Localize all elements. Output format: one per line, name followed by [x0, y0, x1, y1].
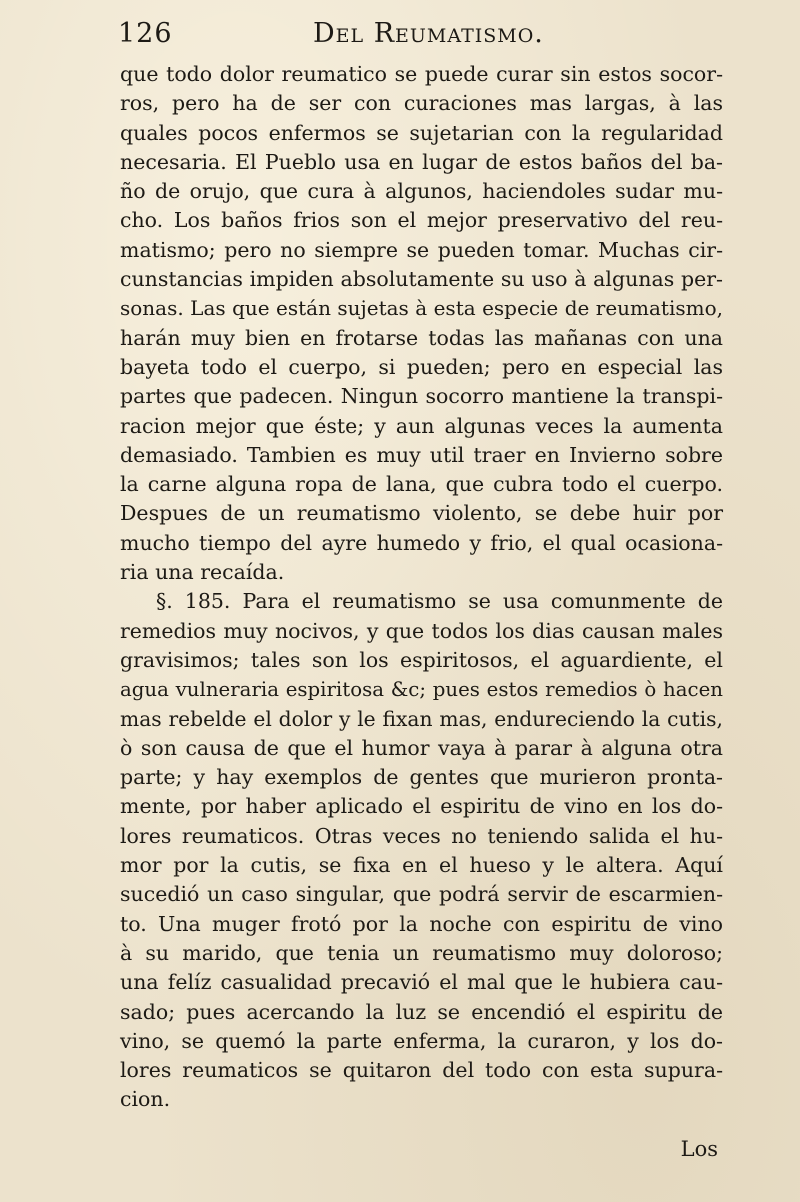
text-line: gravisimos; tales son los espiritosos, el aguardiente, el: [120, 647, 723, 672]
text-line: cion.: [120, 1087, 171, 1112]
text-line: que todo dolor reumatico se puede curar sin estos socor-: [120, 62, 723, 86]
text-line: mas rebelde el dolor y le fixan mas, endureciendo la cutis,: [120, 706, 723, 731]
text-line: to. Una muger frotó por la noche con espiritu de vino: [120, 911, 723, 936]
text-line: sonas. Las que están sujetas à esta especie de reumatismo,: [120, 296, 723, 321]
page-number: 126: [118, 18, 173, 49]
text-line: ño de orujo, que cura à algunos, haciendoles sudar mu-: [120, 179, 723, 204]
text-line: partes que padecen. Ningun socorro mantiene la transpi-: [120, 384, 723, 409]
text-line: mente, por haber aplicado el espiritu de vino en los do-: [120, 794, 723, 819]
catchword: Los: [680, 1137, 718, 1161]
text-line: quales pocos enfermos se sujetarian con la regularidad: [120, 120, 723, 145]
text-line: sucedió un caso singular, que podrá servir de escarmien-: [120, 882, 723, 907]
text-line: una felíz casualidad precavió el mal que le hubiera cau-: [120, 970, 723, 995]
text-line: ò son causa de que el humor vaya à parar à alguna otra: [120, 735, 723, 760]
text-line: lores reumaticos. Otras veces no teniendo salida el hu-: [120, 823, 723, 848]
running-head: [118, 12, 718, 60]
text-line: mucho tiempo del ayre humedo y frio, el qual ocasiona-: [120, 530, 723, 555]
running-title: Del Reumatismo.: [313, 18, 544, 49]
text-line: racion mejor que éste; y aun algunas veces la aumenta: [120, 413, 723, 438]
text-line: demasiado. Tambien es muy util traer en Invierno sobre: [120, 442, 723, 467]
text-line: Despues de un reumatismo violento, se debe huir por: [120, 501, 723, 526]
text-line: lores reumaticos se quitaron del todo con esta supura-: [120, 1058, 723, 1083]
text-line: mor por la cutis, se fixa en el hueso y le altera. Aquí: [120, 853, 723, 878]
text-line: ros, pero ha de ser con curaciones mas largas, à las: [120, 91, 723, 116]
text-line: matismo; pero no siempre se pueden tomar. Muchas cir-: [120, 237, 723, 262]
text-line: harán muy bien en frotarse todas las mañanas con una: [120, 325, 723, 350]
text-line: parte; y hay exemplos de gentes que murieron pronta-: [120, 765, 723, 790]
text-line: vino, se quemó la parte enferma, la curaron, y los do-: [120, 1028, 723, 1053]
text-line: remedios muy nocivos, y que todos los dias causan males: [120, 618, 723, 643]
text-line: cho. Los baños frios son el mejor preservativo del reu-: [120, 208, 723, 233]
text-line: sado; pues acercando la luz se encendió el espiritu de: [120, 999, 723, 1024]
text-line: cunstancias impiden absolutamente su uso à algunas per-: [120, 267, 723, 292]
text-line: la carne alguna ropa de lana, que cubra todo el cuerpo.: [120, 472, 723, 497]
text-line: bayeta todo el cuerpo, si pueden; pero en especial las: [120, 354, 723, 379]
body-text: [120, 60, 723, 1115]
text-line: agua vulneraria espiritosa &c; pues estos remedios ò hacen: [120, 678, 723, 702]
text-line: ria una recaída.: [120, 560, 285, 585]
text-line: necesaria. El Pueblo usa en lugar de estos baños del ba-: [120, 149, 723, 174]
section-start-line: §. 185. Para el reumatismo se usa comunmente de: [156, 589, 723, 614]
text-line: à su marido, que tenia un reumatismo muy doloroso;: [120, 940, 723, 965]
